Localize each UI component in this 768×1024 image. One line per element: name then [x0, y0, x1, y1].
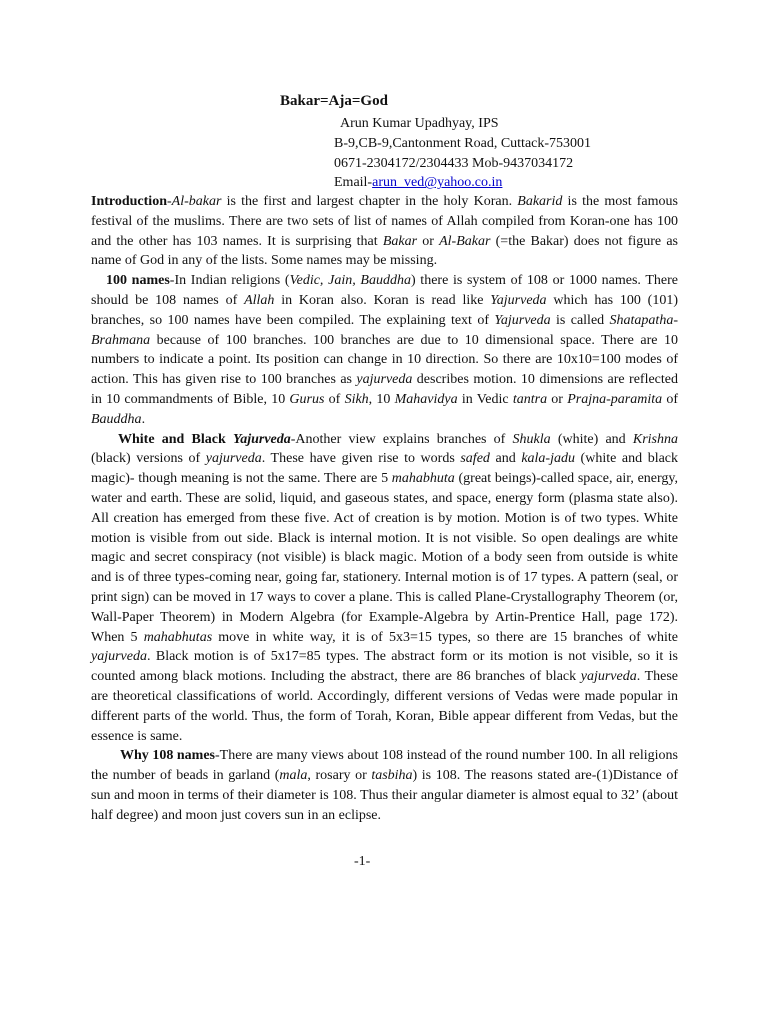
text-run: (=the Bakar) does not figure as name of God in any of the lists. Some names may be missing. — [91, 233, 678, 269]
text-run: (black) versions of — [91, 451, 206, 467]
text-run: - — [166, 194, 172, 209]
italic-term: Yajurveda — [490, 292, 547, 308]
text-run: because of 100 branches. 100 branches are due to 10 dimensional space. There are 10 numbers to indicate a point. Its position can change in 10 direction. So there are 10x10=100 modes of action. This has given rise to 100 branches as — [91, 332, 678, 388]
author-email-line — [334, 173, 754, 193]
text-run: . These have given rise to words — [261, 451, 461, 467]
text-run: or — [417, 233, 440, 249]
text-run: is called — [550, 312, 610, 328]
italic-term: Shatapatha-Brahmana — [91, 312, 678, 348]
italic-term: Gurus — [289, 391, 325, 407]
heading-italic-term: Yajurveda — [232, 431, 291, 447]
italic-term: mahabhutas — [143, 629, 213, 645]
italic-term: Krishna — [632, 431, 678, 447]
text-run: or — [547, 391, 568, 407]
author-address: B-9,CB-9,Cantonment Road, Cuttack-753001 — [334, 135, 592, 151]
heading-text: White and Black — [118, 431, 233, 447]
italic-term: Vedic, Jain, Bauddha — [289, 273, 411, 289]
text-run: (great beings)-called space, air, energy, water and earth. These are solid, liquid, and gaseous states, and space, energy form (plasma state also). All creation has emerged from these five. Act of creation is by motion. Motion is of two types. White motion is visible from out side. Black is internal motion. It is not visible. So open dealings are white magic and secret conspiracy (not visible) is black magic. Motion of a body seen from outside is white and is of three types-coming near, going far, stationery. Internal motion is of 17 types. A pattern (seal, or print sign) can be moved in 17 ways to cover a plane. This is called Plane-Crystallography Theorem (or, Wall-Paper Theorem) in Modern Algebra (for Example-Algebra by Artin-Prentice Hall, page 172). When 5 — [91, 471, 678, 645]
text-run: is the first and largest chapter in the holy Koran. — [221, 194, 518, 209]
italic-term: tantra — [512, 391, 548, 407]
text-run: . These are theoretical classifications of world. Accordingly, different versions of Vedas were made popular in different parts of the world. Thus, the form of Torah, Koran, Bible appear different from Vedas, but the essence is same. — [91, 669, 678, 744]
italic-term: yajurveda — [580, 669, 637, 685]
italic-term: Yajurveda — [494, 312, 551, 328]
text-run: , 10 — [368, 391, 395, 407]
text-run: and — [489, 451, 522, 467]
italic-term: Al-bakar — [171, 194, 222, 209]
text-run: of — [324, 391, 345, 407]
why-108-heading: Why 108 names — [120, 748, 215, 764]
italic-term: Shukla — [512, 431, 551, 447]
italic-term: Bakar — [382, 233, 418, 249]
email-label: Email- — [334, 175, 373, 191]
text-run: , rosary or — [307, 768, 372, 784]
text-run: move in white way, it is of 5x3=15 types, so there are 15 branches of white — [212, 629, 678, 645]
italic-term: mala — [279, 768, 308, 784]
italic-term: Mahavidya — [394, 391, 458, 407]
italic-term: mahabhuta — [391, 471, 455, 487]
italic-term: Sikh — [344, 391, 369, 407]
text-run: -In Indian religions ( — [169, 273, 290, 289]
document-body — [91, 192, 678, 826]
white-black-heading — [118, 432, 291, 447]
author-block — [334, 114, 754, 193]
hundred-names-paragraph — [91, 271, 678, 429]
text-run: in Vedic — [457, 391, 513, 407]
text-run: -Another view explains branches of — [290, 431, 513, 447]
italic-term: safed — [460, 451, 490, 467]
italic-term: kala-jadu — [521, 451, 575, 467]
text-run: describes motion. 10 dimensions are reflected in 10 commandments of Bible, 10 — [91, 372, 678, 407]
white-black-paragraph — [91, 430, 678, 747]
why-108-paragraph — [91, 746, 678, 825]
text-run: in Koran also. Koran is read like — [274, 292, 491, 308]
text-run: which has 100 (101) branches, so 100 names have been compiled. The explaining text of — [91, 292, 679, 328]
italic-term: yajurveda — [205, 451, 262, 467]
italic-term: Prajna-paramita — [567, 391, 663, 407]
italic-term: Al-Bakar — [439, 233, 491, 249]
italic-term: Bauddha — [91, 411, 142, 427]
italic-term: yajurveda — [91, 649, 147, 665]
text-run: of — [662, 391, 678, 407]
italic-term: tasbiha — [371, 768, 413, 784]
italic-term: yajurveda — [356, 372, 413, 388]
hundred-names-heading: 100 names — [106, 273, 170, 289]
italic-term: Bakarid — [517, 194, 563, 209]
italic-term: Allah — [244, 292, 275, 308]
author-name: Arun Kumar Upadhyay, IPS — [340, 116, 499, 131]
text-run: (white) and — [550, 431, 633, 447]
text-run: (white and black magic)- though meaning is not the same. There are 5 — [91, 451, 679, 487]
introduction-heading: Introduction — [91, 194, 167, 209]
text-run: . Black motion is of 5x17=85 types. The abstract form or its motion is not visible, so it is counted among black motions. Including the abstract, there are 86 branches of black — [91, 649, 678, 685]
text-run: -There are many views about 108 instead of the round number 100. In all religions the number of beads in garland ( — [91, 748, 678, 784]
document-title: Bakar=Aja=God — [280, 93, 388, 109]
text-run: . — [141, 411, 146, 427]
text-run: is the most famous festival of the muslims. There are two sets of list of names of Allah compiled from Koran-one has 100 and the other has 103 names. It is surprising that — [91, 194, 678, 249]
email-link[interactable]: arun_ved@yahoo.co.in — [372, 175, 503, 191]
text-run: ) is 108. The reasons stated are-(1)Distance of sun and moon in terms of their diameter is 108. Thus their angular diameter is almost equal to 32’ (about half degree) and moon just covers sun in an eclipse. — [91, 768, 678, 823]
text-run: ) there is system of 108 or 1000 names. There should be 108 names of — [91, 273, 678, 308]
page-number: -1- — [354, 854, 371, 869]
author-phone: 0671-2304172/2304433 Mob-9437034172 — [334, 155, 574, 171]
introduction-paragraph — [91, 192, 678, 271]
